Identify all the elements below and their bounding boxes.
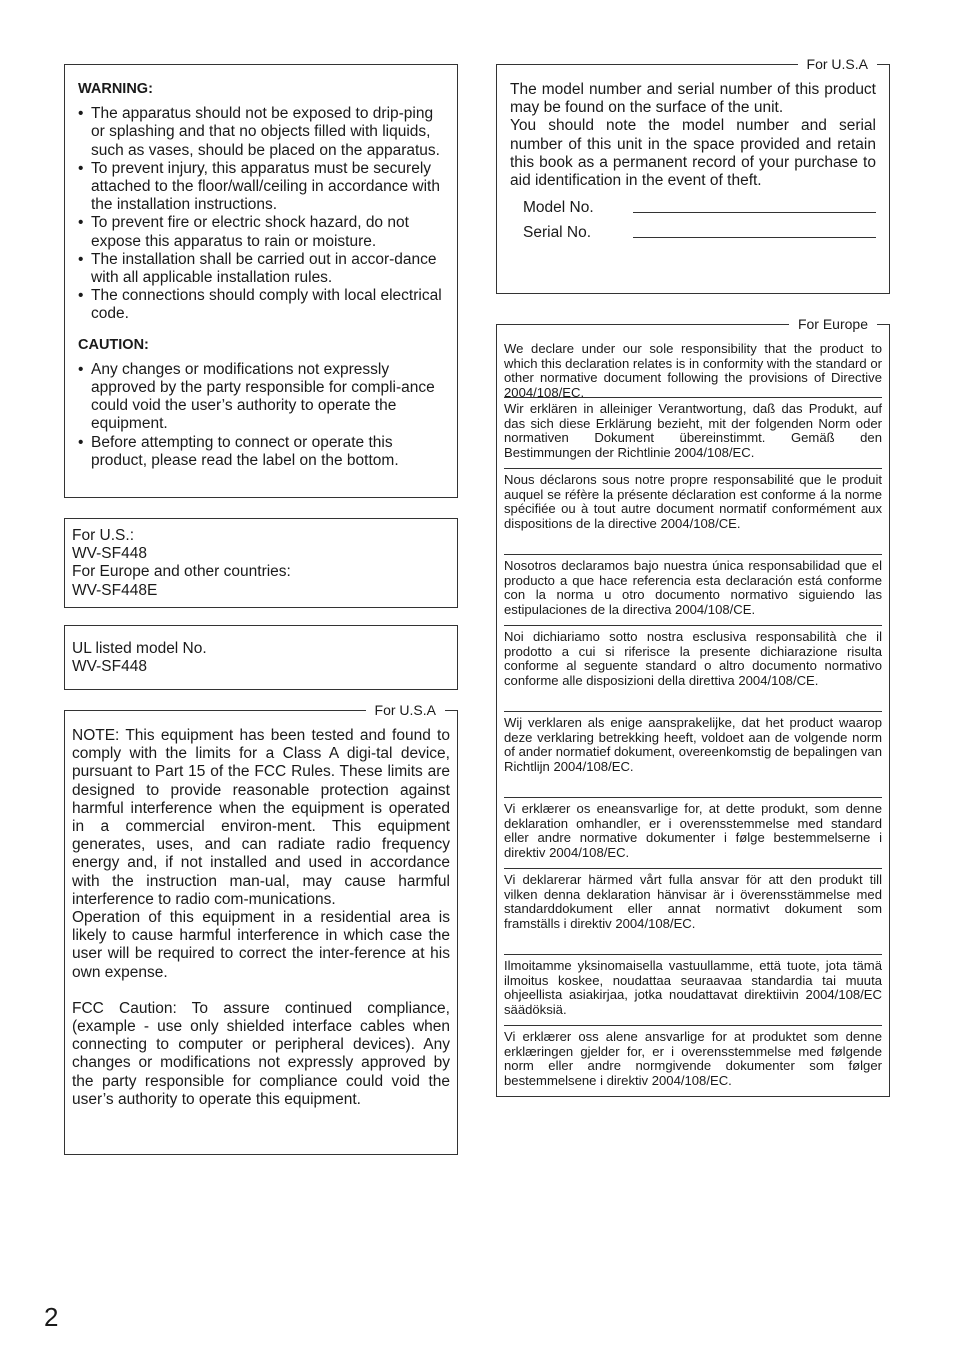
model-no-label: Model No. <box>523 199 594 217</box>
ul-listed-box <box>64 625 458 690</box>
fcc-caution-paragraph: FCC Caution: To assure continued compliance, (example - use only shielded interface cables when connecting to computer or peripheral devices). Any changes or modifications not expressly approved by the party responsible for compliance could void the user’s authority to operate this equipment. <box>72 999 450 1108</box>
declaration-de: Wir erklären in alleiniger Verantwortung, daß das Produkt, auf das sich diese Erklärung bezieht, mit der folgenden Norm oder normativen Dokument übereinstimmt. Gemäß den Bestimmungen der Richtlinie 2004/108/EC. <box>504 397 882 468</box>
list-item: • To prevent fire or electric shock hazard, do not expose this apparatus to rain or moisture. <box>78 214 443 250</box>
warning-box <box>64 64 458 498</box>
model-no-row <box>523 198 876 217</box>
fcc-note-paragraph: NOTE: This equipment has been tested and found to comply with the limits for a Class A digi-tal device, pursuant to Part 15 of the FCC Rules. These limits are designed to provide reasonable protection against harmful interference when the equipment is operated in a commercial environ-ment. This equipment generates, uses, and can radiate radio frequency energy and, if not installed and used in accordance with the instruction man-ual, may cause harmful interference to radio com-munications. <box>72 727 450 908</box>
fcc-box <box>64 702 458 1155</box>
models-line: For Europe and other countries: <box>72 563 291 581</box>
serial-paragraph: The model number and serial number of this product may be found on the surface of the unit. <box>510 81 876 117</box>
list-item: • Before attempting to connect or operate this product, please read the label on the bottom. <box>78 434 443 470</box>
declaration-en: We declare under our sole responsibility that the product to which this declaration relates is in conformity with the standard or other normative document following the provisions of Directive 2004/108/EC. <box>504 341 882 401</box>
models-line: WV-SF448 <box>72 545 147 563</box>
declaration-no: Vi erklærer oss alene ansvarlige for at produktet som denne erklæringen gjelder for, er i overensstemmelse med følgende norm eller andre normgivende dokumenter som følger bestemmelsene i direktiv 2004/108/EC. <box>504 1025 882 1096</box>
ul-line: UL listed model No. <box>72 640 207 657</box>
serial-box-label: For U.S.A <box>798 56 877 72</box>
page-number: 2 <box>44 1302 59 1332</box>
fcc-box-label: For U.S.A <box>366 702 445 718</box>
declaration-fr: Nous déclarons sous notre propre responsabilité que le produit auquel se réfère la présente déclaration est conforme á la norme spécifiée ou à tout autre document normatif conformément aux dispositions de la directive 2004/108/CE. <box>504 468 882 554</box>
warning-list <box>78 105 443 323</box>
declaration-da: Vi erklærer os eneansvarlige for, at dette produkt, som denne deklaration omhandler, er i overensstemmelse med standard eller andre normative dokumenter i følge bestemmelserne i direktiv 2004/108/EC. <box>504 797 882 868</box>
ul-line: WV-SF448 <box>72 658 147 676</box>
models-box <box>64 518 458 608</box>
serial-no-field[interactable] <box>633 224 876 238</box>
caution-heading: CAUTION: <box>78 336 149 353</box>
europe-box <box>496 316 890 1097</box>
list-item: • The installation shall be carried out in accor-dance with all applicable installation rules. <box>78 251 443 287</box>
list-item: • Any changes or modifications not expressly approved by the party responsible for compli-ance could void the user’s authority to operate the equipment. <box>78 361 443 434</box>
declaration-nl: Wij verklaren als enige aansprakelijke, dat het product waarop deze verklaring betrekking heeft, voldoet aan de volgende norm of ander normatief dokument, overeenkomstig de bepalingen van Richtlijn 2004/108/EC. <box>504 711 882 797</box>
models-line: For U.S.: <box>72 527 135 544</box>
serial-no-row <box>523 223 876 242</box>
serial-fields <box>510 198 876 242</box>
list-item: • The connections should comply with local electrical code. <box>78 287 443 323</box>
fcc-operation-paragraph: Operation of this equipment in a residential area is likely to cause harmful interference in which case the user will be required to correct the inter-ference at his own expense. <box>72 909 450 981</box>
models-line: WV-SF448E <box>72 581 158 599</box>
list-item: • The apparatus should not be exposed to drip-ping or splashing and that no objects filled with liquids, such as vases, should be placed on the apparatus. <box>78 105 443 160</box>
declaration-es: Nosotros declaramos bajo nuestra única responsabilidad que el producto a que hace referencia esta declaración está conforme con la norma u otro documento normativo siguiendo las estipulaciones de la directiva 2004/108/CE. <box>504 554 882 625</box>
serial-box <box>496 56 890 294</box>
declaration-it: Noi dichiariamo sotto nostra esclusiva responsabilità che il prodotto a cui si riferisce la presente dichiarazione risulta conforme al seguente standard o altro documento normativo conforme alle disposizioni della direttiva 2004/108/CE. <box>504 625 882 711</box>
serial-paragraph: You should note the model number and serial number of this unit in the space provided and retain this book as a permanent record of your purchase to aid identification in the event of theft. <box>510 117 876 190</box>
list-item: • To prevent injury, this apparatus must be securely attached to the floor/wall/ceiling in accordance with the installation instructions. <box>78 160 443 215</box>
europe-box-label: For Europe <box>789 316 877 332</box>
declaration-sv: Vi deklarerar härmed vårt fulla ansvar för att den produkt till vilken denna deklaration hänvisar är i överensstämmelse med standarddokument eller annat normativt dokument som framställs i direktiv 2004/108/EC. <box>504 868 882 954</box>
serial-no-label: Serial No. <box>523 224 592 242</box>
warning-heading: WARNING: <box>78 81 153 97</box>
model-no-field[interactable] <box>633 199 876 213</box>
declaration-fi: Ilmoitamme yksinomaisella vastuullamme, että tuote, jota tämä ilmoitus koskee, noudattaa seuraavaa standardia tai muuta ohjeellista asiakirjaa, jotka noudattavat direktiivin 2004/108/EC säädöksiä. <box>504 954 882 1025</box>
caution-list <box>78 361 443 470</box>
